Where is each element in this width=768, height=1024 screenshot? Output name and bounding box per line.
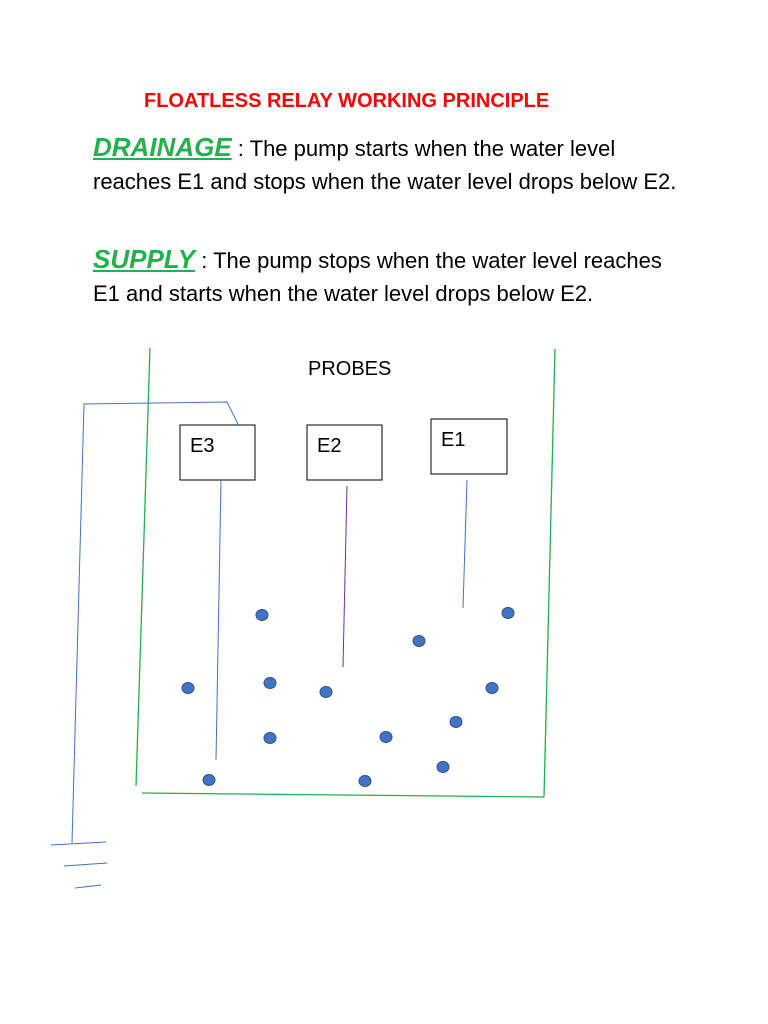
- drainage-separator: :: [231, 136, 250, 161]
- tank-bottom: [142, 793, 544, 797]
- probe-e2-label: E2: [317, 435, 342, 457]
- probe-e1-label: E1: [441, 429, 466, 451]
- supply-text: The pump stops when the water level reaches E1 and starts when the water level drops below E2.: [93, 248, 662, 306]
- probe-e3-wire: [216, 480, 221, 760]
- page-title: FLOATLESS RELAY WORKING PRINCIPLE: [144, 90, 550, 112]
- water-dot: [320, 687, 332, 698]
- water-dot: [380, 732, 392, 743]
- ground-symbol-line-2: [64, 863, 107, 866]
- water-dot: [256, 610, 268, 621]
- water-dot: [359, 776, 371, 787]
- ground-symbol-line-1: [51, 842, 106, 845]
- water-dots: [182, 608, 514, 787]
- water-dot: [413, 636, 425, 647]
- water-dot: [264, 678, 276, 689]
- probe-e2-wire: [343, 486, 347, 667]
- water-dot: [437, 762, 449, 773]
- supply-term: SUPPLY: [93, 244, 196, 274]
- ground-symbol-line-3: [75, 885, 101, 888]
- tank-right-wall: [544, 349, 555, 797]
- water-dot: [502, 608, 514, 619]
- water-dot: [264, 733, 276, 744]
- drainage-term: DRAINAGE: [93, 132, 232, 162]
- supply-separator: :: [195, 248, 214, 273]
- probe-e3-label: E3: [190, 435, 215, 457]
- probes-heading: PROBES: [308, 358, 392, 380]
- probe-e1-wire: [463, 480, 467, 608]
- water-dot: [450, 717, 462, 728]
- drainage-text: The pump starts when the water level reaches E1 and stops when the water level drops below E2.: [93, 136, 677, 194]
- water-dot: [182, 683, 194, 694]
- water-dot: [486, 683, 498, 694]
- water-dot: [203, 775, 215, 786]
- tank-left-wall: [136, 348, 150, 786]
